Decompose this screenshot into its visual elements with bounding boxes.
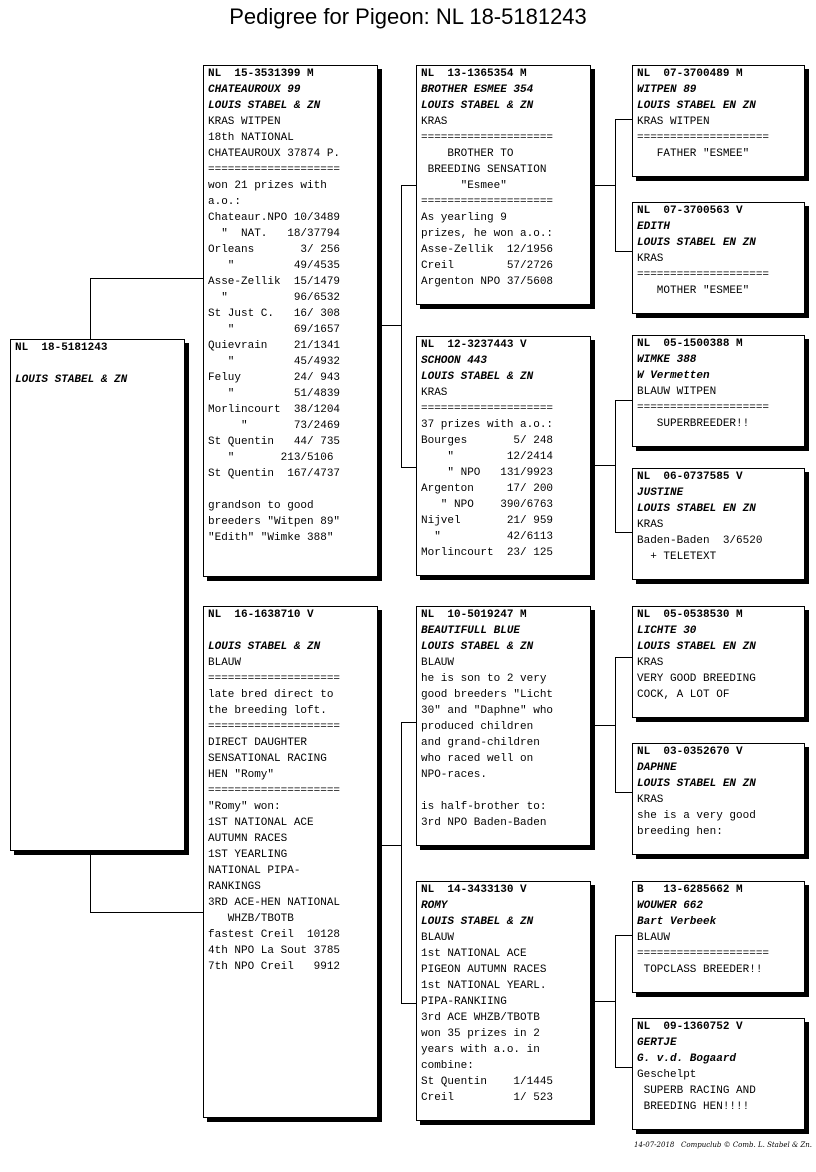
connector-line bbox=[615, 400, 633, 401]
ring-number: B 13-6285662 M bbox=[637, 884, 743, 896]
card-line: ==================== bbox=[637, 132, 770, 144]
card-line: 7th NPO Creil 9912 bbox=[208, 961, 341, 973]
connector-line bbox=[90, 850, 91, 912]
card-line: is half-brother to: bbox=[421, 801, 547, 813]
card-line: " NPO 131/9923 bbox=[421, 467, 554, 479]
card-line: LOUIS STABEL & ZN bbox=[208, 641, 321, 653]
card-line bbox=[15, 356, 179, 372]
connector-line bbox=[90, 912, 204, 913]
card-line: good breeders "Licht bbox=[421, 689, 554, 701]
ring-number: NL 10-5019247 M bbox=[421, 609, 527, 621]
card-line: DAPHNE bbox=[637, 762, 677, 774]
card-line: won 35 prizes in 2 bbox=[421, 1028, 540, 1040]
card-line: "Esmee" bbox=[421, 180, 507, 192]
card-line: and grand-children bbox=[421, 737, 540, 749]
card-line: KRAS bbox=[421, 116, 448, 128]
connector-line bbox=[380, 325, 402, 326]
card-line: LOUIS STABEL & ZN bbox=[421, 371, 534, 383]
card-line: As yearling 9 bbox=[421, 212, 507, 224]
card-line: Creil 1/ 523 bbox=[421, 1092, 554, 1104]
card-line: LICHTE 30 bbox=[637, 625, 697, 637]
card-line: NPO-races. bbox=[421, 769, 488, 781]
card-line: ==================== bbox=[208, 785, 341, 797]
card-line: KRAS bbox=[637, 253, 664, 265]
card-line: SCHOON 443 bbox=[421, 355, 488, 367]
card-line: ==================== bbox=[637, 269, 770, 281]
card-line: 30" and "Daphne" who bbox=[421, 705, 554, 717]
card-line: LOUIS STABEL & ZN bbox=[421, 641, 534, 653]
connector-line bbox=[615, 657, 633, 658]
card-line: MOTHER "ESMEE" bbox=[637, 285, 750, 297]
card-line: Baden-Baden 3/6520 bbox=[637, 535, 763, 547]
pigeon-card-subject[interactable] bbox=[10, 339, 185, 851]
card-line: DIRECT DAUGHTER bbox=[208, 737, 308, 749]
card-line: " 45/4932 bbox=[208, 356, 341, 368]
pigeon-card-ggs2[interactable] bbox=[632, 202, 805, 314]
card-line: LOUIS STABEL EN ZN bbox=[637, 503, 756, 515]
card-line: JUSTINE bbox=[637, 487, 684, 499]
card-line: GERTJE bbox=[637, 1037, 677, 1049]
card-line: ==================== bbox=[637, 948, 770, 960]
ring-number: NL 05-1500388 M bbox=[637, 338, 743, 350]
card-line: CHATEAUROUX 37874 P. bbox=[208, 148, 341, 160]
card-line: SENSATIONAL RACING bbox=[208, 753, 327, 765]
card-line: Asse-Zellik 15/1479 bbox=[208, 276, 341, 288]
card-line: LOUIS STABEL & ZN bbox=[15, 374, 128, 386]
card-line: " 42/6113 bbox=[421, 531, 554, 543]
card-line: Feluy 24/ 943 bbox=[208, 372, 341, 384]
card-line: BROTHER TO bbox=[421, 148, 514, 160]
card-line: ==================== bbox=[208, 721, 341, 733]
connector-line bbox=[615, 119, 633, 120]
card-line: Bart Verbeek bbox=[637, 916, 717, 928]
card-line: LOUIS STABEL & ZN bbox=[421, 916, 534, 928]
pigeon-card-dam[interactable] bbox=[203, 606, 378, 1118]
card-line: EDITH bbox=[637, 221, 671, 233]
card-line: WITPEN 89 bbox=[637, 84, 697, 96]
card-line: G. v.d. Bogaard bbox=[637, 1053, 737, 1065]
card-line: Argenton NPO 37/5608 bbox=[421, 276, 554, 288]
ring-number: NL 16-1638710 V bbox=[208, 609, 314, 621]
card-line: St Quentin 44/ 735 bbox=[208, 436, 341, 448]
card-line: PIGEON AUTUMN RACES bbox=[421, 964, 547, 976]
connector-line bbox=[615, 935, 633, 936]
card-line: fastest Creil 10128 bbox=[208, 929, 341, 941]
card-line: St Just C. 16/ 308 bbox=[208, 308, 341, 320]
card-line: breeders "Witpen 89" bbox=[208, 516, 341, 528]
card-line: "Edith" "Wimke 388" bbox=[208, 532, 334, 544]
connector-line bbox=[615, 792, 633, 793]
card-line: AUTUMN RACES bbox=[208, 833, 288, 845]
card-line: Morlincourt 38/1204 bbox=[208, 404, 341, 416]
card-line: who raced well on bbox=[421, 753, 534, 765]
footer-credit: 14-07-2018 Compuclub © Comb. L. Stabel & Zn. bbox=[634, 1141, 812, 1149]
card-line: " NPO 390/6763 bbox=[421, 499, 554, 511]
card-line: BLAUW bbox=[208, 657, 242, 669]
card-line: 1ST YEARLING bbox=[208, 849, 288, 861]
card-line: he is son to 2 very bbox=[421, 673, 547, 685]
connector-line bbox=[615, 1067, 633, 1068]
card-line: BLAUW bbox=[421, 657, 455, 669]
card-line: late bred direct to bbox=[208, 689, 334, 701]
connector-line bbox=[90, 278, 91, 340]
pigeon-card-sire[interactable] bbox=[203, 65, 378, 577]
card-line: St Quentin 167/4737 bbox=[208, 468, 341, 480]
ring-number: NL 15-3531399 M bbox=[208, 68, 314, 80]
pigeon-card-ggs7[interactable] bbox=[632, 881, 805, 993]
pigeon-card-ggs6[interactable] bbox=[632, 743, 805, 855]
card-line: ==================== bbox=[421, 132, 554, 144]
card-line: TOPCLASS BREEDER!! bbox=[637, 964, 763, 976]
card-line: Nijvel 21/ 959 bbox=[421, 515, 554, 527]
page-title: Pedigree for Pigeon: NL 18-5181243 bbox=[229, 4, 587, 29]
card-line: KRAS WITPEN bbox=[637, 116, 710, 128]
connector-line bbox=[615, 251, 633, 252]
card-line: Orleans 3/ 256 bbox=[208, 244, 341, 256]
connector-line bbox=[401, 722, 402, 1004]
card-line: " 49/4535 bbox=[208, 260, 341, 272]
card-line: + TELETEXT bbox=[637, 551, 717, 563]
card-line: "Romy" won: bbox=[208, 801, 281, 813]
card-line: PIPA-RANKIING bbox=[421, 996, 507, 1008]
card-line: LOUIS STABEL EN ZN bbox=[637, 100, 756, 112]
card-line: LOUIS STABEL & ZN bbox=[208, 100, 321, 112]
card-line: she is a very good bbox=[637, 810, 756, 822]
card-line: LOUIS STABEL & ZN bbox=[421, 100, 534, 112]
card-line: BLAUW bbox=[637, 932, 671, 944]
card-line: 1st NATIONAL YEARL. bbox=[421, 980, 547, 992]
card-line: BROTHER ESMEE 354 bbox=[421, 84, 534, 96]
connector-line bbox=[615, 935, 616, 1068]
pigeon-card-sire-dam[interactable] bbox=[416, 336, 591, 576]
pigeon-card-ggs3[interactable] bbox=[632, 335, 805, 447]
card-line: " 213/5106 bbox=[208, 452, 334, 464]
ring-number: NL 06-0737585 V bbox=[637, 471, 743, 483]
card-line: breeding hen: bbox=[637, 826, 723, 838]
card-line: VERY GOOD BREEDING bbox=[637, 673, 756, 685]
card-line: BREEDING HEN!!!! bbox=[637, 1101, 750, 1113]
pigeon-card-ggs8[interactable] bbox=[632, 1018, 805, 1130]
card-line: 3RD ACE-HEN NATIONAL bbox=[208, 897, 341, 909]
ring-number: NL 09-1360752 V bbox=[637, 1021, 743, 1033]
card-line: Chateaur.NPO 10/3489 bbox=[208, 212, 341, 224]
card-line: KRAS WITPEN bbox=[208, 116, 281, 128]
card-line: ==================== bbox=[208, 164, 341, 176]
card-line: WHZB/TBOTB bbox=[208, 913, 294, 925]
card-line: BLAUW WITPEN bbox=[637, 386, 717, 398]
card-line: LOUIS STABEL EN ZN bbox=[637, 641, 756, 653]
card-line: 37 prizes with a.o.: bbox=[421, 419, 554, 431]
pigeon-card-ggs1[interactable] bbox=[632, 65, 805, 177]
card-line: LOUIS STABEL EN ZN bbox=[637, 778, 756, 790]
card-line: Quievrain 21/1341 bbox=[208, 340, 341, 352]
card-line: ==================== bbox=[421, 196, 554, 208]
connector-line bbox=[593, 1001, 616, 1002]
card-line: combine: bbox=[421, 1060, 474, 1072]
ring-number: NL 05-0538530 M bbox=[637, 609, 743, 621]
card-line: Morlincourt 23/ 125 bbox=[421, 547, 554, 559]
pigeon-card-ggs5[interactable] bbox=[632, 606, 805, 718]
card-line: 1ST NATIONAL ACE bbox=[208, 817, 314, 829]
pigeon-card-ggs4[interactable] bbox=[632, 468, 805, 580]
card-line: Creil 57/2726 bbox=[421, 260, 554, 272]
ring-number: NL 07-3700489 M bbox=[637, 68, 743, 80]
card-line: WIMKE 388 bbox=[637, 354, 697, 366]
card-line: RANKINGS bbox=[208, 881, 261, 893]
card-line: ==================== bbox=[421, 403, 554, 415]
card-line: LOUIS STABEL EN ZN bbox=[637, 237, 756, 249]
pigeon-card-sire-sire[interactable] bbox=[416, 65, 591, 305]
card-line: 3rd ACE WHZB/TBOTB bbox=[421, 1012, 540, 1024]
pigeon-card-dam-sire[interactable] bbox=[416, 606, 591, 846]
card-line: " 96/6532 bbox=[208, 292, 341, 304]
ring-number: NL 07-3700563 V bbox=[637, 205, 743, 217]
card-line: BLAUW bbox=[421, 932, 455, 944]
connector-line bbox=[401, 185, 402, 468]
card-line: a.o.: bbox=[208, 196, 242, 208]
card-line: Argenton 17/ 200 bbox=[421, 483, 554, 495]
card-line: BEAUTIFULL BLUE bbox=[421, 625, 521, 637]
connector-line bbox=[90, 278, 204, 279]
card-line: Bourges 5/ 248 bbox=[421, 435, 554, 447]
card-line: SUPERB RACING AND bbox=[637, 1085, 756, 1097]
card-line: KRAS bbox=[637, 519, 664, 531]
card-line bbox=[421, 783, 585, 799]
card-line: ==================== bbox=[637, 402, 770, 414]
card-line: " 12/2414 bbox=[421, 451, 554, 463]
card-line: KRAS bbox=[637, 657, 664, 669]
pigeon-card-dam-dam[interactable] bbox=[416, 881, 591, 1121]
card-line: KRAS bbox=[421, 387, 448, 399]
card-line: KRAS bbox=[637, 794, 664, 806]
ring-number: NL 18-5181243 bbox=[15, 342, 108, 354]
card-line: won 21 prizes with bbox=[208, 180, 327, 192]
connector-line bbox=[615, 657, 616, 793]
card-line: W Vermetten bbox=[637, 370, 710, 382]
card-line: Asse-Zellik 12/1956 bbox=[421, 244, 554, 256]
card-line: COCK, A LOT OF bbox=[637, 689, 730, 701]
ring-number: NL 13-1365354 M bbox=[421, 68, 527, 80]
card-line: SUPERBREEDER!! bbox=[637, 418, 750, 430]
card-line bbox=[208, 623, 372, 639]
connector-line bbox=[615, 119, 616, 252]
card-line: 18th NATIONAL bbox=[208, 132, 294, 144]
card-line: BREEDING SENSATION bbox=[421, 164, 547, 176]
card-line: 4th NPO La Sout 3785 bbox=[208, 945, 341, 957]
connector-line bbox=[593, 725, 616, 726]
card-line: " NAT. 18/37794 bbox=[208, 228, 341, 240]
connector-line bbox=[615, 400, 616, 533]
card-line: HEN "Romy" bbox=[208, 769, 275, 781]
connector-line bbox=[380, 845, 402, 846]
card-line: WOUWER 662 bbox=[637, 900, 704, 912]
card-line: grandson to good bbox=[208, 500, 314, 512]
card-line: " 69/1657 bbox=[208, 324, 341, 336]
card-line: " 51/4839 bbox=[208, 388, 341, 400]
ring-number: NL 12-3237443 V bbox=[421, 339, 527, 351]
card-line: " 73/2469 bbox=[208, 420, 341, 432]
card-line: 3rd NPO Baden-Baden bbox=[421, 817, 547, 829]
card-line: NATIONAL PIPA- bbox=[208, 865, 301, 877]
card-line: 1st NATIONAL ACE bbox=[421, 948, 527, 960]
card-line: FATHER "ESMEE" bbox=[637, 148, 750, 160]
ring-number: NL 03-0352670 V bbox=[637, 746, 743, 758]
connector-line bbox=[593, 465, 616, 466]
card-line bbox=[208, 482, 372, 498]
ring-number: NL 14-3433130 V bbox=[421, 884, 527, 896]
card-line: prizes, he won a.o.: bbox=[421, 228, 554, 240]
card-line: produced children bbox=[421, 721, 534, 733]
card-line: years with a.o. in bbox=[421, 1044, 540, 1056]
card-line: the breeding loft. bbox=[208, 705, 327, 717]
card-line: Geschelpt bbox=[637, 1069, 697, 1081]
connector-line bbox=[593, 185, 616, 186]
card-line: St Quentin 1/1445 bbox=[421, 1076, 554, 1088]
card-line: ROMY bbox=[421, 900, 448, 912]
card-line: ==================== bbox=[208, 673, 341, 685]
connector-line bbox=[615, 532, 633, 533]
card-line: CHATEAUROUX 99 bbox=[208, 84, 301, 96]
